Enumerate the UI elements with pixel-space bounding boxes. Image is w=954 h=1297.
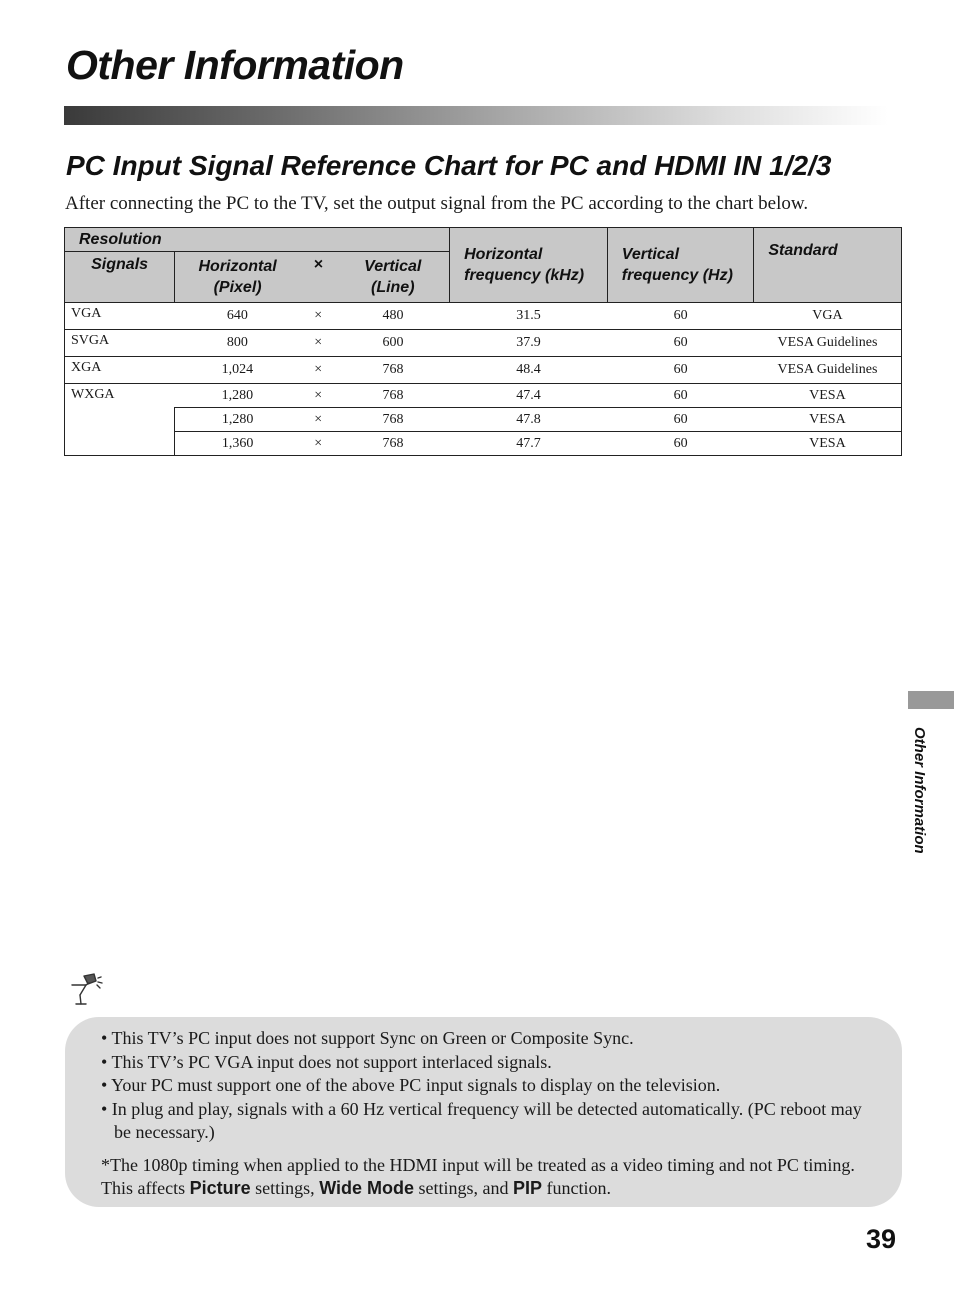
signal-cell: XGA	[65, 357, 175, 384]
header-resolution: Resolution	[65, 228, 450, 252]
times-cell: ×	[300, 384, 336, 408]
table-row	[65, 330, 902, 357]
header-vertical-frequency: Vertical frequency (Hz)	[607, 228, 754, 303]
table-row	[65, 408, 902, 432]
horizontal-pixel-cell: 1,280	[175, 408, 300, 432]
tip-lamp-icon	[70, 972, 108, 1006]
vertical-line-cell: 768	[336, 408, 449, 432]
intro-text: After connecting the PC to the TV, set the output signal from the PC according to the chart below.	[65, 193, 809, 214]
standard-cell: VESA Guidelines	[754, 330, 902, 357]
times-cell: ×	[300, 357, 336, 384]
header-standard: Standard	[754, 228, 902, 303]
horizontal-frequency-cell: 47.7	[450, 432, 608, 456]
side-tab-marker	[908, 691, 954, 709]
side-section-label: Other Information	[911, 727, 928, 854]
vertical-line-cell: 600	[336, 330, 449, 357]
table-row	[65, 432, 902, 456]
vertical-line-cell: 480	[336, 303, 449, 330]
notes-list	[101, 1027, 862, 1145]
vertical-line-cell: 768	[336, 432, 449, 456]
footnote-text: *The 1080p timing when applied to the HDMI input will be treated as a video timing and not PC timing. This affects	[101, 1154, 855, 1198]
horizontal-pixel-cell: 1,360	[175, 432, 300, 456]
horizontal-frequency-cell: 31.5	[450, 303, 608, 330]
footnote	[101, 1154, 862, 1201]
vertical-frequency-cell: 60	[607, 432, 754, 456]
page-title: Other Information	[66, 42, 404, 88]
standard-cell: VESA	[754, 432, 902, 456]
times-cell: ×	[300, 408, 336, 432]
vertical-frequency-cell: 60	[607, 357, 754, 384]
horizontal-pixel-cell: 800	[175, 330, 300, 357]
standard-cell: VESA Guidelines	[754, 357, 902, 384]
note-item: • This TV’s PC input does not support Sync on Green or Composite Sync.	[101, 1028, 634, 1048]
vertical-line-cell: 768	[336, 384, 449, 408]
keyword-wide-mode: Wide Mode	[319, 1178, 415, 1198]
horizontal-pixel-cell: 1,280	[175, 384, 300, 408]
vertical-frequency-cell: 60	[607, 408, 754, 432]
signal-cell: WXGA	[65, 384, 175, 456]
footnote-text: settings, and	[414, 1178, 514, 1198]
note-item: • Your PC must support one of the above PC input signals to display on the television.	[101, 1075, 721, 1095]
vertical-frequency-cell: 60	[607, 384, 754, 408]
footnote-text: settings,	[250, 1178, 320, 1198]
standard-cell: VGA	[754, 303, 902, 330]
note-item: • This TV’s PC VGA input does not support interlaced signals.	[101, 1051, 552, 1072]
times-cell: ×	[300, 303, 336, 330]
title-gradient-bar	[64, 106, 888, 125]
keyword-picture: Picture	[189, 1178, 251, 1198]
times-cell: ×	[300, 330, 336, 357]
horizontal-frequency-cell: 48.4	[450, 357, 608, 384]
keyword-pip: PIP	[513, 1178, 543, 1198]
times-cell: ×	[300, 432, 336, 456]
vertical-frequency-cell: 60	[607, 303, 754, 330]
vertical-line-cell: 768	[336, 357, 449, 384]
header-horizontal-frequency: Horizontal frequency (kHz)	[450, 228, 608, 303]
horizontal-pixel-cell: 1,024	[175, 357, 300, 384]
page-number: 39	[866, 1224, 897, 1254]
table-row	[65, 357, 902, 384]
table-row	[65, 303, 902, 330]
table-row	[65, 384, 902, 408]
section-title: PC Input Signal Reference Chart for PC and HDMI IN 1/2/3	[66, 150, 832, 181]
note-item: • In plug and play, signals with a 60 Hz vertical frequency will be detected automatically. (PC reboot may be necessary.)	[101, 1098, 862, 1142]
signal-cell: SVGA	[65, 330, 175, 357]
horizontal-frequency-cell: 47.4	[450, 384, 608, 408]
header-vertical-line: Vertical (Line)	[336, 252, 449, 303]
standard-cell: VESA	[754, 408, 902, 432]
horizontal-frequency-cell: 47.8	[450, 408, 608, 432]
standard-cell: VESA	[754, 384, 902, 408]
signal-reference-table	[64, 227, 902, 456]
vertical-frequency-cell: 60	[607, 330, 754, 357]
horizontal-pixel-cell: 640	[175, 303, 300, 330]
signal-cell: VGA	[65, 303, 175, 330]
header-signals: Signals	[65, 252, 175, 303]
header-horizontal-pixel: Horizontal (Pixel)	[175, 252, 300, 303]
footnote-text: function.	[542, 1178, 612, 1198]
notes-box	[65, 1017, 902, 1207]
horizontal-frequency-cell: 37.9	[450, 330, 608, 357]
header-times: ×	[300, 252, 336, 303]
